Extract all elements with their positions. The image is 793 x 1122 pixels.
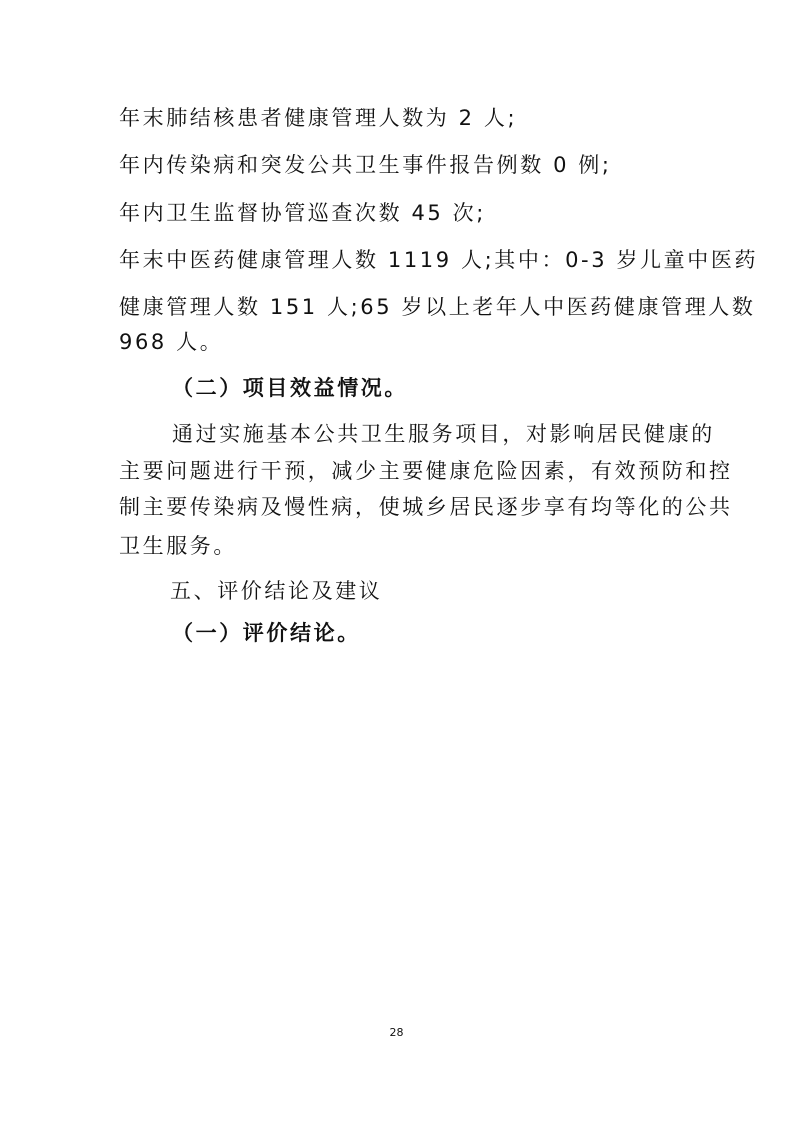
paragraph-benefits-line-4: 卫生服务。: [119, 534, 237, 558]
paragraph-infectious-disease: 年内传染病和突发公共卫生事件报告例数 0 例;: [119, 153, 612, 177]
paragraph-health-supervision: 年内卫生监督协管巡查次数 45 次;: [119, 201, 486, 225]
paragraph-tcm-line-1: 年末中医药健康管理人数 1119 人;其中：0-3 岁儿童中医药: [119, 248, 759, 272]
page-number: 28: [389, 1026, 404, 1039]
paragraph-benefits-line-3: 制主要传染病及慢性病，使城乡居民逐步享有均等化的公共: [119, 495, 733, 519]
paragraph-benefits-line-2: 主要问题进行干预，减少主要健康危险因素，有效预防和控: [119, 459, 733, 483]
paragraph-tcm-line-2: 健康管理人数 151 人;65 岁以上老年人中医药健康管理人数: [119, 295, 756, 319]
paragraph-tuberculosis: 年末肺结核患者健康管理人数为 2 人;: [119, 106, 518, 130]
paragraph-tcm-line-3: 968 人。: [119, 330, 224, 354]
subheading-project-benefits: （二）项目效益情况。: [172, 376, 408, 400]
paragraph-benefits-line-1: 通过实施基本公共卫生服务项目，对影响居民健康的: [172, 422, 715, 446]
subheading-evaluation-conclusion: （一）评价结论。: [172, 621, 361, 645]
section-heading-evaluation: 五、评价结论及建议: [170, 579, 383, 603]
